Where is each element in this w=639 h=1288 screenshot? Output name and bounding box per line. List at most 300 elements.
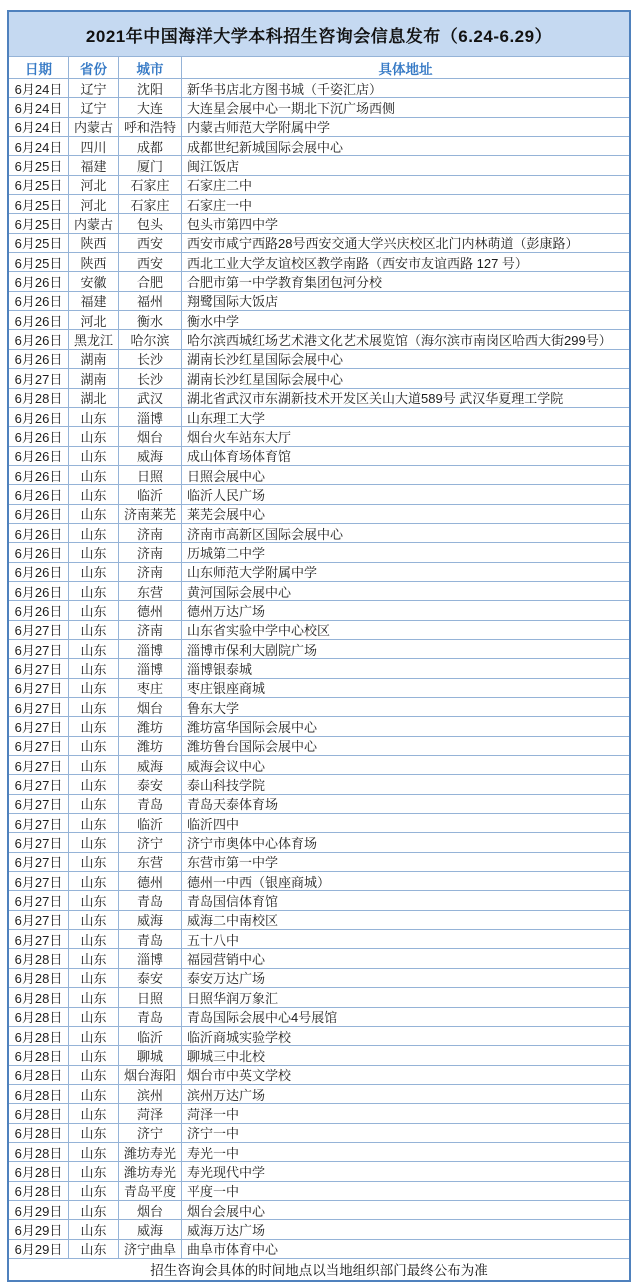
- cell-city: 淄博: [119, 949, 182, 968]
- table-row: [9, 427, 629, 446]
- cell-city: 哈尔滨: [119, 330, 182, 349]
- cell-province: 山东: [69, 543, 119, 562]
- cell-city: 济宁: [119, 1124, 182, 1143]
- table-row: [9, 659, 629, 678]
- cell-city: 济南: [119, 543, 182, 562]
- table-row: [9, 698, 629, 717]
- cell-province: 山东: [69, 621, 119, 640]
- cell-city: 青岛: [119, 930, 182, 949]
- cell-address: 日照华润万象汇: [182, 988, 629, 1007]
- cell-address: 历城第二中学: [182, 543, 629, 562]
- cell-date: 6月27日: [9, 911, 69, 930]
- table-row: [9, 563, 629, 582]
- column-header-province: 省份: [69, 57, 119, 79]
- cell-date: 6月27日: [9, 756, 69, 775]
- cell-date: 6月27日: [9, 814, 69, 833]
- cell-city: 东营: [119, 853, 182, 872]
- cell-date: 6月28日: [9, 1182, 69, 1201]
- cell-date: 6月27日: [9, 930, 69, 949]
- cell-city: 滨州: [119, 1085, 182, 1104]
- cell-province: 山东: [69, 717, 119, 736]
- cell-address: 济宁市奥体中心体育场: [182, 833, 629, 852]
- table-body: [9, 79, 629, 1259]
- cell-address: 内蒙古师范大学附属中学: [182, 118, 629, 137]
- cell-province: 山东: [69, 756, 119, 775]
- cell-province: 山东: [69, 814, 119, 833]
- table-row: [9, 466, 629, 485]
- cell-date: 6月28日: [9, 1085, 69, 1104]
- cell-date: 6月26日: [9, 563, 69, 582]
- cell-province: 河北: [69, 176, 119, 195]
- cell-province: 山东: [69, 679, 119, 698]
- cell-date: 6月28日: [9, 969, 69, 988]
- cell-date: 6月26日: [9, 485, 69, 504]
- cell-city: 济宁: [119, 833, 182, 852]
- table-row: [9, 814, 629, 833]
- cell-province: 山东: [69, 891, 119, 910]
- table-row: [9, 485, 629, 504]
- cell-date: 6月27日: [9, 891, 69, 910]
- cell-date: 6月28日: [9, 1046, 69, 1065]
- cell-date: 6月27日: [9, 795, 69, 814]
- cell-province: 山东: [69, 1008, 119, 1027]
- cell-city: 威海: [119, 447, 182, 466]
- cell-province: 山东: [69, 601, 119, 620]
- cell-address: 湖南长沙红星国际会展中心: [182, 369, 629, 388]
- table-row: [9, 137, 629, 156]
- table-row: [9, 949, 629, 968]
- column-header-city: 城市: [119, 57, 182, 79]
- table-row: [9, 872, 629, 891]
- cell-city: 石家庄: [119, 195, 182, 214]
- cell-city: 泰安: [119, 969, 182, 988]
- cell-address: 新华书店北方图书城（千姿汇店）: [182, 79, 629, 98]
- table-row: [9, 621, 629, 640]
- cell-city: 潍坊: [119, 717, 182, 736]
- cell-city: 济南: [119, 563, 182, 582]
- cell-city: 泰安: [119, 775, 182, 794]
- cell-city: 青岛: [119, 795, 182, 814]
- cell-address: 滨州万达广场: [182, 1085, 629, 1104]
- cell-province: 河北: [69, 195, 119, 214]
- cell-city: 德州: [119, 872, 182, 891]
- table-row: [9, 98, 629, 117]
- cell-province: 黑龙江: [69, 330, 119, 349]
- table-row: [9, 176, 629, 195]
- cell-address: 湖北省武汉市东湖新技术开发区关山大道589号 武汉华夏理工学院: [182, 389, 629, 408]
- cell-city: 淄博: [119, 640, 182, 659]
- cell-city: 青岛平度: [119, 1182, 182, 1201]
- cell-date: 6月24日: [9, 79, 69, 98]
- cell-city: 大连: [119, 98, 182, 117]
- cell-province: 山东: [69, 1124, 119, 1143]
- cell-date: 6月26日: [9, 272, 69, 291]
- cell-province: 山东: [69, 1046, 119, 1065]
- cell-city: 成都: [119, 137, 182, 156]
- cell-province: 山东: [69, 795, 119, 814]
- cell-city: 青岛: [119, 891, 182, 910]
- table-row: [9, 1008, 629, 1027]
- table-row: [9, 891, 629, 910]
- cell-province: 山东: [69, 1085, 119, 1104]
- cell-address: 青岛国信体育馆: [182, 891, 629, 910]
- cell-province: 山东: [69, 1201, 119, 1220]
- cell-city: 合肥: [119, 272, 182, 291]
- admission-schedule-table: [7, 10, 631, 1282]
- cell-city: 西安: [119, 234, 182, 253]
- table-row: [9, 1124, 629, 1143]
- cell-address: 寿光一中: [182, 1143, 629, 1162]
- cell-city: 临沂: [119, 485, 182, 504]
- cell-province: 湖南: [69, 369, 119, 388]
- cell-date: 6月28日: [9, 949, 69, 968]
- cell-city: 日照: [119, 466, 182, 485]
- table-row: [9, 447, 629, 466]
- cell-province: 山东: [69, 853, 119, 872]
- cell-address: 烟台市中英文学校: [182, 1066, 629, 1085]
- cell-date: 6月27日: [9, 659, 69, 678]
- cell-date: 6月27日: [9, 872, 69, 891]
- table-row: [9, 292, 629, 311]
- cell-address: 菏泽一中: [182, 1104, 629, 1123]
- cell-province: 山东: [69, 969, 119, 988]
- cell-address: 翔鹭国际大饭店: [182, 292, 629, 311]
- cell-date: 6月26日: [9, 601, 69, 620]
- cell-date: 6月26日: [9, 466, 69, 485]
- cell-address: 成山体育场体育馆: [182, 447, 629, 466]
- cell-date: 6月28日: [9, 1104, 69, 1123]
- cell-date: 6月26日: [9, 427, 69, 446]
- cell-date: 6月28日: [9, 1008, 69, 1027]
- table-row: [9, 853, 629, 872]
- cell-province: 山东: [69, 1143, 119, 1162]
- cell-address: 济宁一中: [182, 1124, 629, 1143]
- cell-province: 山东: [69, 1027, 119, 1046]
- cell-date: 6月27日: [9, 621, 69, 640]
- cell-province: 辽宁: [69, 79, 119, 98]
- cell-city: 临沂: [119, 1027, 182, 1046]
- table-row: [9, 311, 629, 330]
- table-row: [9, 1162, 629, 1181]
- cell-province: 山东: [69, 563, 119, 582]
- cell-address: 临沂商城实验学校: [182, 1027, 629, 1046]
- table-row: [9, 1046, 629, 1065]
- cell-date: 6月25日: [9, 156, 69, 175]
- cell-province: 山东: [69, 640, 119, 659]
- cell-address: 五十八中: [182, 930, 629, 949]
- cell-city: 枣庄: [119, 679, 182, 698]
- cell-city: 石家庄: [119, 176, 182, 195]
- cell-city: 武汉: [119, 389, 182, 408]
- cell-province: 安徽: [69, 272, 119, 291]
- cell-address: 德州一中西（银座商城）: [182, 872, 629, 891]
- cell-address: 聊城三中北校: [182, 1046, 629, 1065]
- cell-city: 济南: [119, 621, 182, 640]
- cell-address: 大连星会展中心一期北下沉广场西侧: [182, 98, 629, 117]
- cell-date: 6月25日: [9, 176, 69, 195]
- cell-date: 6月28日: [9, 1143, 69, 1162]
- cell-address: 青岛国际会展中心4号展馆: [182, 1008, 629, 1027]
- cell-province: 山东: [69, 408, 119, 427]
- table-header-row: [9, 57, 629, 79]
- cell-date: 6月27日: [9, 679, 69, 698]
- cell-city: 淄博: [119, 659, 182, 678]
- cell-province: 内蒙古: [69, 214, 119, 233]
- cell-city: 长沙: [119, 369, 182, 388]
- cell-city: 聊城: [119, 1046, 182, 1065]
- cell-province: 山东: [69, 911, 119, 930]
- cell-province: 山东: [69, 485, 119, 504]
- cell-address: 福园营销中心: [182, 949, 629, 968]
- cell-city: 潍坊寿光: [119, 1143, 182, 1162]
- cell-city: 沈阳: [119, 79, 182, 98]
- table-row: [9, 1066, 629, 1085]
- cell-province: 山东: [69, 659, 119, 678]
- cell-address: 曲阜市体育中心: [182, 1240, 629, 1259]
- table-row: [9, 1201, 629, 1220]
- cell-date: 6月27日: [9, 737, 69, 756]
- cell-date: 6月26日: [9, 582, 69, 601]
- cell-address: 西安市咸宁西路28号西安交通大学兴庆校区北门内林萌道（彭康路）: [182, 234, 629, 253]
- cell-address: 威海二中南校区: [182, 911, 629, 930]
- cell-province: 山东: [69, 930, 119, 949]
- cell-date: 6月25日: [9, 195, 69, 214]
- cell-address: 日照会展中心: [182, 466, 629, 485]
- cell-address: 德州万达广场: [182, 601, 629, 620]
- cell-province: 山东: [69, 447, 119, 466]
- cell-city: 威海: [119, 756, 182, 775]
- cell-date: 6月28日: [9, 1162, 69, 1181]
- cell-province: 山东: [69, 775, 119, 794]
- cell-province: 山东: [69, 505, 119, 524]
- cell-address: 济南市高新区国际会展中心: [182, 524, 629, 543]
- table-row: [9, 756, 629, 775]
- cell-province: 辽宁: [69, 98, 119, 117]
- cell-address: 临沂四中: [182, 814, 629, 833]
- cell-date: 6月26日: [9, 292, 69, 311]
- cell-province: 山东: [69, 833, 119, 852]
- table-row: [9, 505, 629, 524]
- cell-address: 青岛天泰体育场: [182, 795, 629, 814]
- cell-address: 潍坊富华国际会展中心: [182, 717, 629, 736]
- cell-city: 威海: [119, 911, 182, 930]
- table-row: [9, 524, 629, 543]
- table-row: [9, 234, 629, 253]
- cell-province: 山东: [69, 1104, 119, 1123]
- table-row: [9, 156, 629, 175]
- cell-city: 德州: [119, 601, 182, 620]
- cell-address: 枣庄银座商城: [182, 679, 629, 698]
- cell-date: 6月26日: [9, 543, 69, 562]
- table-row: [9, 930, 629, 949]
- cell-date: 6月26日: [9, 408, 69, 427]
- table-row: [9, 775, 629, 794]
- cell-address: 成都世纪新城国际会展中心: [182, 137, 629, 156]
- cell-province: 湖南: [69, 350, 119, 369]
- cell-address: 黄河国际会展中心: [182, 582, 629, 601]
- cell-city: 呼和浩特: [119, 118, 182, 137]
- table-row: [9, 969, 629, 988]
- cell-province: 福建: [69, 292, 119, 311]
- table-row: [9, 1027, 629, 1046]
- cell-address: 鲁东大学: [182, 698, 629, 717]
- cell-date: 6月29日: [9, 1240, 69, 1259]
- cell-province: 山东: [69, 988, 119, 1007]
- table-row: [9, 988, 629, 1007]
- cell-date: 6月29日: [9, 1201, 69, 1220]
- table-row: [9, 679, 629, 698]
- cell-date: 6月27日: [9, 698, 69, 717]
- cell-date: 6月28日: [9, 1027, 69, 1046]
- cell-province: 山东: [69, 466, 119, 485]
- cell-city: 济南莱芜: [119, 505, 182, 524]
- table-row: [9, 369, 629, 388]
- cell-province: 山东: [69, 1220, 119, 1239]
- table-row: [9, 253, 629, 272]
- table-row: [9, 408, 629, 427]
- cell-province: 山东: [69, 582, 119, 601]
- cell-address: 衡水中学: [182, 311, 629, 330]
- cell-address: 西北工业大学友谊校区教学南路（西安市友谊西路 127 号）: [182, 253, 629, 272]
- cell-address: 湖南长沙红星国际会展中心: [182, 350, 629, 369]
- cell-date: 6月26日: [9, 330, 69, 349]
- cell-city: 日照: [119, 988, 182, 1007]
- cell-city: 烟台: [119, 698, 182, 717]
- footer-note: 招生咨询会具体的时间地点以当地组织部门最终公布为准: [150, 1263, 488, 1279]
- cell-date: 6月26日: [9, 350, 69, 369]
- cell-address: 山东师范大学附属中学: [182, 563, 629, 582]
- cell-address: 烟台火车站东大厅: [182, 427, 629, 446]
- cell-address: 包头市第四中学: [182, 214, 629, 233]
- cell-date: 6月27日: [9, 640, 69, 659]
- cell-address: 淄博市保利大剧院广场: [182, 640, 629, 659]
- cell-province: 四川: [69, 137, 119, 156]
- cell-province: 山东: [69, 524, 119, 543]
- table-row: [9, 350, 629, 369]
- cell-city: 东营: [119, 582, 182, 601]
- cell-address: 潍坊鲁台国际会展中心: [182, 737, 629, 756]
- column-header-date: 日期: [9, 57, 69, 79]
- cell-address: 东营市第一中学: [182, 853, 629, 872]
- table-row: [9, 118, 629, 137]
- cell-address: 石家庄二中: [182, 176, 629, 195]
- cell-address: 寿光现代中学: [182, 1162, 629, 1181]
- cell-address: 平度一中: [182, 1182, 629, 1201]
- table-row: [9, 79, 629, 98]
- cell-province: 内蒙古: [69, 118, 119, 137]
- cell-date: 6月29日: [9, 1220, 69, 1239]
- cell-date: 6月27日: [9, 833, 69, 852]
- table-row: [9, 717, 629, 736]
- table-row: [9, 1143, 629, 1162]
- cell-province: 山东: [69, 872, 119, 891]
- table-row: [9, 1085, 629, 1104]
- table-row: [9, 795, 629, 814]
- cell-date: 6月27日: [9, 775, 69, 794]
- cell-city: 青岛: [119, 1008, 182, 1027]
- table-row: [9, 911, 629, 930]
- cell-date: 6月25日: [9, 234, 69, 253]
- cell-address: 山东理工大学: [182, 408, 629, 427]
- cell-date: 6月26日: [9, 505, 69, 524]
- cell-city: 福州: [119, 292, 182, 311]
- cell-province: 山东: [69, 1240, 119, 1259]
- cell-address: 威海万达广场: [182, 1220, 629, 1239]
- cell-city: 衡水: [119, 311, 182, 330]
- table-row: [9, 1240, 629, 1259]
- cell-address: 泰山科技学院: [182, 775, 629, 794]
- cell-address: 淄博银泰城: [182, 659, 629, 678]
- cell-date: 6月28日: [9, 988, 69, 1007]
- cell-date: 6月25日: [9, 214, 69, 233]
- cell-province: 山东: [69, 949, 119, 968]
- table-row: [9, 330, 629, 349]
- table-row: [9, 389, 629, 408]
- cell-address: 石家庄一中: [182, 195, 629, 214]
- cell-city: 烟台: [119, 427, 182, 446]
- table-row: [9, 195, 629, 214]
- cell-province: 福建: [69, 156, 119, 175]
- cell-address: 闽江饭店: [182, 156, 629, 175]
- table-row: [9, 582, 629, 601]
- cell-province: 陕西: [69, 253, 119, 272]
- cell-city: 菏泽: [119, 1104, 182, 1123]
- table-row: [9, 1182, 629, 1201]
- cell-city: 威海: [119, 1220, 182, 1239]
- cell-date: 6月28日: [9, 1124, 69, 1143]
- cell-address: 威海会议中心: [182, 756, 629, 775]
- table-row: [9, 214, 629, 233]
- cell-date: 6月24日: [9, 137, 69, 156]
- table-row: [9, 543, 629, 562]
- table-row: [9, 272, 629, 291]
- cell-city: 淄博: [119, 408, 182, 427]
- cell-province: 山东: [69, 737, 119, 756]
- cell-address: 临沂人民广场: [182, 485, 629, 504]
- cell-city: 临沂: [119, 814, 182, 833]
- cell-date: 6月28日: [9, 1066, 69, 1085]
- cell-city: 济南: [119, 524, 182, 543]
- cell-date: 6月26日: [9, 447, 69, 466]
- table-row: [9, 833, 629, 852]
- cell-city: 潍坊寿光: [119, 1162, 182, 1181]
- cell-address: 哈尔滨西城红场艺术港文化艺术展览馆（海尔滨市南岗区哈西大街299号）: [182, 330, 629, 349]
- cell-address: 合肥市第一中学教育集团包河分校: [182, 272, 629, 291]
- table-row: [9, 1104, 629, 1123]
- cell-date: 6月26日: [9, 524, 69, 543]
- cell-date: 6月27日: [9, 369, 69, 388]
- column-header-address: 具体地址: [182, 57, 629, 79]
- cell-province: 山东: [69, 427, 119, 446]
- cell-city: 烟台海阳: [119, 1066, 182, 1085]
- cell-province: 河北: [69, 311, 119, 330]
- cell-city: 烟台: [119, 1201, 182, 1220]
- cell-address: 莱芜会展中心: [182, 505, 629, 524]
- cell-address: 烟台会展中心: [182, 1201, 629, 1220]
- cell-date: 6月24日: [9, 98, 69, 117]
- cell-city: 包头: [119, 214, 182, 233]
- cell-date: 6月27日: [9, 853, 69, 872]
- table-row: [9, 640, 629, 659]
- cell-date: 6月26日: [9, 311, 69, 330]
- cell-city: 潍坊: [119, 737, 182, 756]
- cell-date: 6月25日: [9, 253, 69, 272]
- cell-province: 湖北: [69, 389, 119, 408]
- cell-province: 山东: [69, 698, 119, 717]
- page-title: 2021年中国海洋大学本科招生咨询会信息发布（6.24-6.29）: [9, 12, 629, 57]
- cell-city: 济宁曲阜: [119, 1240, 182, 1259]
- cell-city: 厦门: [119, 156, 182, 175]
